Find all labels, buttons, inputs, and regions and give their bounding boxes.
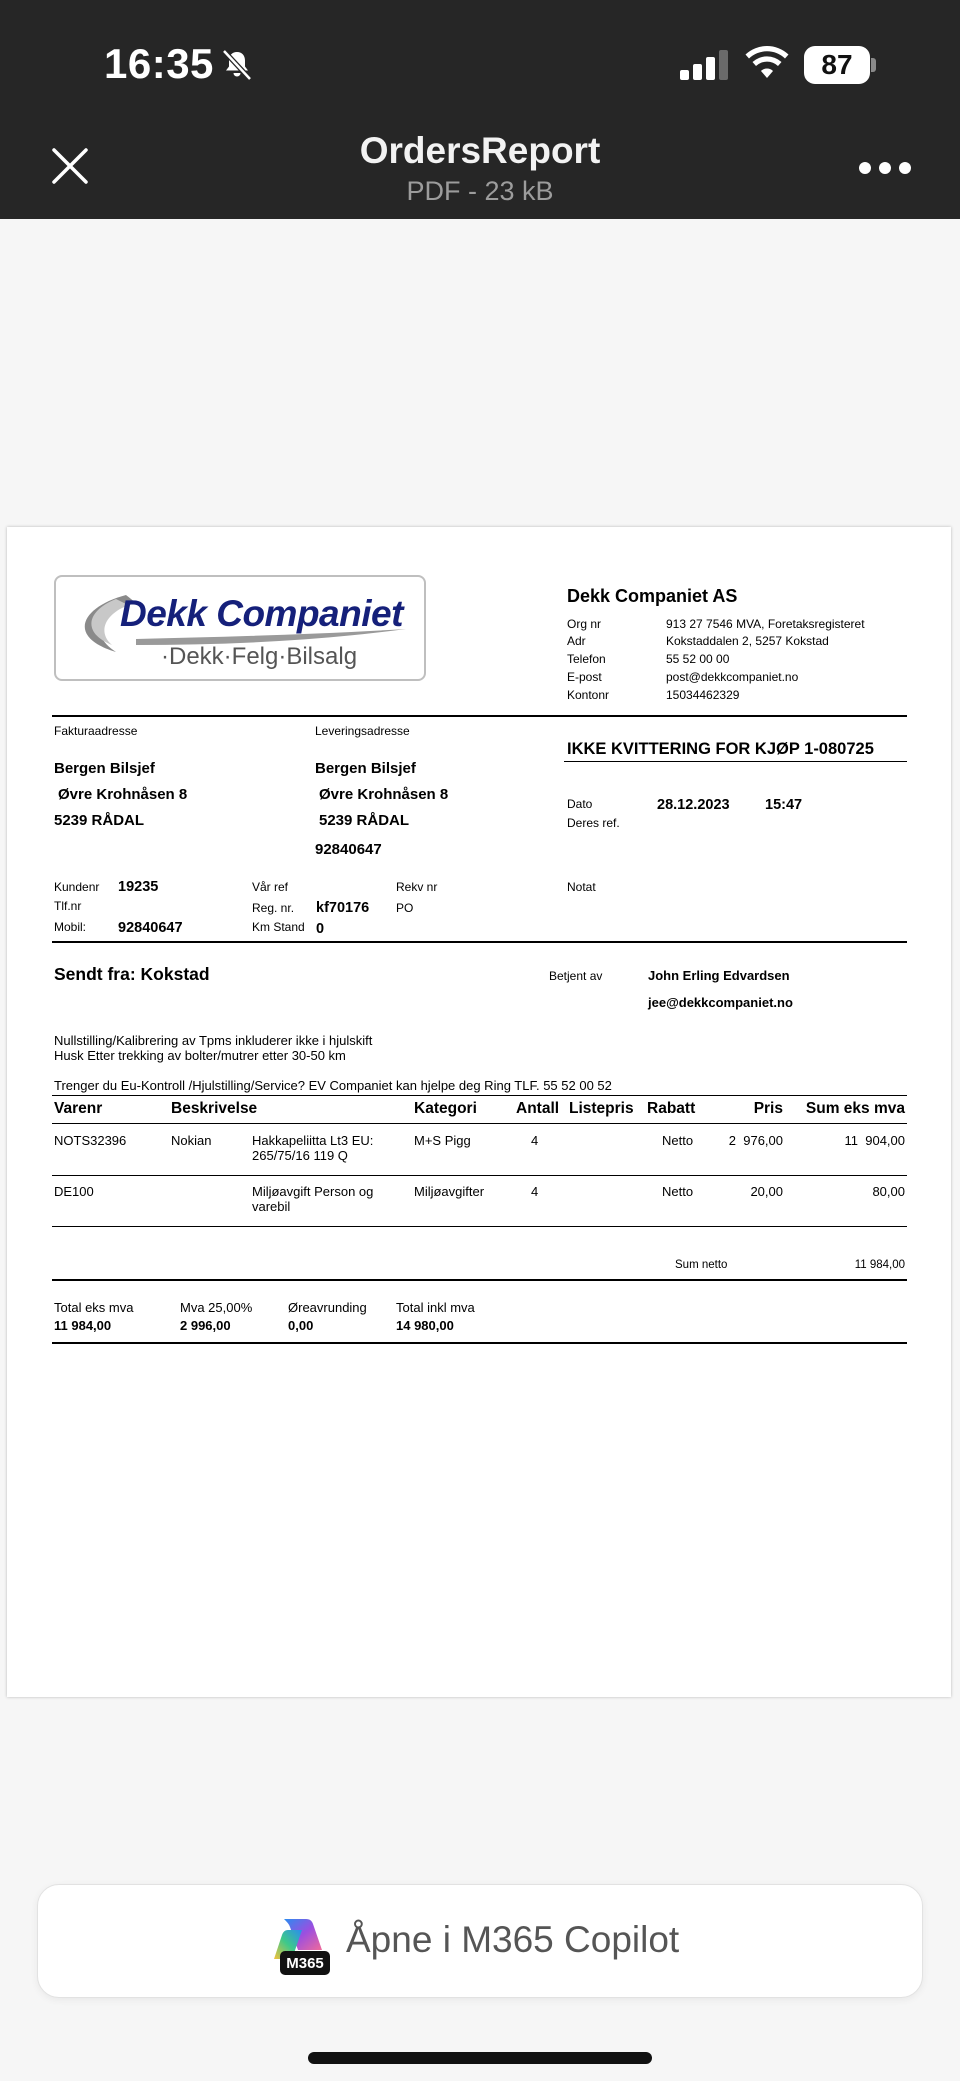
status-time: 16:35 — [104, 40, 214, 87]
row2-pris: 20,00 — [750, 1184, 783, 1199]
invoice-address-city: 5239 RÅDAL — [54, 812, 145, 829]
company-label-epost: E-post — [567, 670, 602, 684]
company-label-orgnr: Org nr — [567, 617, 602, 631]
date-value: 28.12.2023 — [657, 797, 730, 813]
divider-top — [52, 715, 907, 717]
pdf-page[interactable] — [7, 527, 951, 1697]
company-value-epost: post@dekkcompaniet.no — [666, 670, 799, 684]
company-label-telefon: Telefon — [567, 652, 606, 666]
mobil-value: 92840647 — [118, 920, 183, 936]
divider-row2 — [52, 1226, 907, 1227]
invoice-address-label: Fakturaadresse — [54, 724, 138, 738]
kundenr-label: Kundenr — [54, 880, 100, 894]
logo-name: Dekk Companiet — [120, 593, 403, 634]
tlf-label: Tlf.nr — [54, 899, 82, 913]
company-value-orgnr: 913 27 7546 MVA, Foretaksregisteret — [666, 617, 865, 631]
row1-desc-line2: 265/75/16 119 Q — [252, 1148, 348, 1163]
row1-rabatt: Netto — [662, 1133, 694, 1148]
var-ref-label: Vår ref — [252, 880, 289, 894]
bell-muted-icon — [220, 48, 254, 82]
reg-nr-label: Reg. nr. — [252, 901, 295, 915]
cellular-signal-icon — [680, 50, 730, 80]
open-in-copilot-label: Åpne i M365 Copilot — [346, 1919, 680, 1960]
row1-kategori: M+S Pigg — [414, 1133, 471, 1148]
open-in-copilot-button[interactable] — [37, 1884, 923, 1998]
mva-value: 2 996,00 — [180, 1318, 231, 1333]
more-options-icon[interactable] — [858, 160, 912, 176]
notat-label: Notat — [567, 880, 596, 894]
wifi-icon — [744, 44, 790, 80]
delivery-address-city: 5239 RÅDAL — [319, 812, 410, 829]
served-by-name: John Erling Edvardsen — [648, 968, 790, 983]
divider-row1 — [52, 1175, 907, 1176]
delivery-address-phone: 92840647 — [315, 841, 382, 858]
row1-pris: 2 976,00 — [728, 1133, 783, 1148]
company-name: Dekk Companiet AS — [567, 586, 738, 606]
kundenr-value: 19235 — [118, 879, 159, 895]
receipt-title-underline — [564, 761, 907, 762]
col-header-kategori: Kategori — [414, 1100, 477, 1117]
divider-customer — [52, 941, 907, 943]
po-label: PO — [396, 901, 414, 915]
row2-antall: 4 — [531, 1184, 539, 1199]
battery-indicator — [804, 46, 876, 84]
km-stand-value: 0 — [316, 921, 325, 937]
divider-table-header — [52, 1123, 907, 1124]
note-3: Trenger du Eu-Kontroll /Hjulstilling/Service? EV Companiet kan hjelpe deg Ring TLF. 55 52 00 52 — [54, 1078, 612, 1093]
home-indicator[interactable] — [308, 2052, 652, 2064]
row2-rabatt: Netto — [662, 1184, 694, 1199]
total-eks-mva-label: Total eks mva — [54, 1300, 134, 1315]
company-label-kontonr: Kontonr — [567, 688, 610, 702]
row1-sum: 11 904,00 — [844, 1133, 905, 1148]
reg-nr-value: kf70176 — [316, 900, 370, 916]
note-1: Nullstilling/Kalibrering av Tpms inkluderer ikke i hjulskift — [54, 1033, 373, 1048]
receipt-title: IKKE KVITTERING FOR KJØP 1-080725 — [567, 740, 874, 758]
divider-table-top — [52, 1095, 907, 1096]
served-by-email: jee@dekkcompaniet.no — [648, 995, 793, 1010]
row1-desc-line1: Hakkapeliitta Lt3 EU: — [252, 1133, 374, 1148]
divider-sum — [52, 1279, 907, 1281]
total-inkl-mva-label: Total inkl mva — [396, 1300, 475, 1315]
company-value-telefon: 55 52 00 00 — [666, 652, 730, 666]
battery-level: 87 — [804, 46, 870, 84]
row2-varenr: DE100 — [54, 1184, 94, 1199]
col-header-pris: Pris — [753, 1100, 783, 1117]
invoice-address-name: Bergen Bilsjef — [54, 760, 155, 777]
note-2: Husk Etter trekking av bolter/mutrer etter 30-50 km — [54, 1048, 346, 1063]
delivery-address-label: Leveringsadresse — [315, 724, 410, 738]
served-by-label: Betjent av — [549, 969, 603, 983]
battery-cap — [871, 58, 876, 72]
company-value-kontonr: 15034462329 — [666, 688, 740, 702]
row2-desc-line2: varebil — [252, 1199, 291, 1214]
row1-brand: Nokian — [171, 1133, 212, 1148]
company-logo — [54, 575, 426, 681]
col-header-varenr: Varenr — [54, 1100, 103, 1117]
row2-kategori: Miljøavgifter — [414, 1184, 485, 1199]
top-bar — [0, 0, 960, 219]
col-header-rabatt: Rabatt — [647, 1100, 696, 1117]
sent-from: Sendt fra: Kokstad — [54, 964, 210, 984]
sum-netto-value: 11 984,00 — [854, 1259, 905, 1271]
row1-antall: 4 — [531, 1133, 539, 1148]
mva-label: Mva 25,00% — [180, 1300, 253, 1315]
invoice-address-street: Øvre Krohnåsen 8 — [58, 786, 188, 803]
total-eks-mva-value: 11 984,00 — [54, 1318, 112, 1333]
m365-badge: M365 — [286, 1955, 324, 1972]
col-header-listepris: Listepris — [569, 1100, 634, 1117]
row2-sum: 80,00 — [872, 1184, 905, 1199]
total-inkl-mva-value: 14 980,00 — [396, 1318, 454, 1333]
date-label: Dato — [567, 797, 593, 811]
company-label-adr: Adr — [567, 634, 586, 648]
time-value: 15:47 — [765, 797, 803, 813]
logo-tagline: ·Dekk·Felg·Bilsalg — [161, 643, 358, 670]
delivery-address-street: Øvre Krohnåsen 8 — [319, 786, 449, 803]
company-value-adr: Kokstaddalen 2, 5257 Kokstad — [666, 634, 829, 648]
rekv-nr-label: Rekv nr — [396, 880, 438, 894]
delivery-address-name: Bergen Bilsjef — [315, 760, 416, 777]
oreavrunding-label: Øreavrunding — [288, 1300, 367, 1315]
col-header-sum: Sum eks mva — [805, 1100, 905, 1117]
row2-desc-line1: Miljøavgift Person og — [252, 1184, 374, 1199]
col-header-beskrivelse: Beskrivelse — [171, 1100, 258, 1117]
deres-ref-label: Deres ref. — [567, 816, 620, 830]
document-subtitle: PDF - 23 kB — [406, 176, 554, 206]
oreavrunding-value: 0,00 — [288, 1318, 314, 1333]
divider-bottom — [52, 1342, 907, 1344]
sum-netto-label: Sum netto — [675, 1259, 728, 1271]
col-header-antall: Antall — [516, 1100, 560, 1117]
km-stand-label: Km Stand — [252, 920, 305, 934]
mobil-label: Mobil: — [54, 920, 87, 934]
document-title: OrdersReport — [359, 130, 601, 171]
row1-varenr: NOTS32396 — [54, 1133, 127, 1148]
